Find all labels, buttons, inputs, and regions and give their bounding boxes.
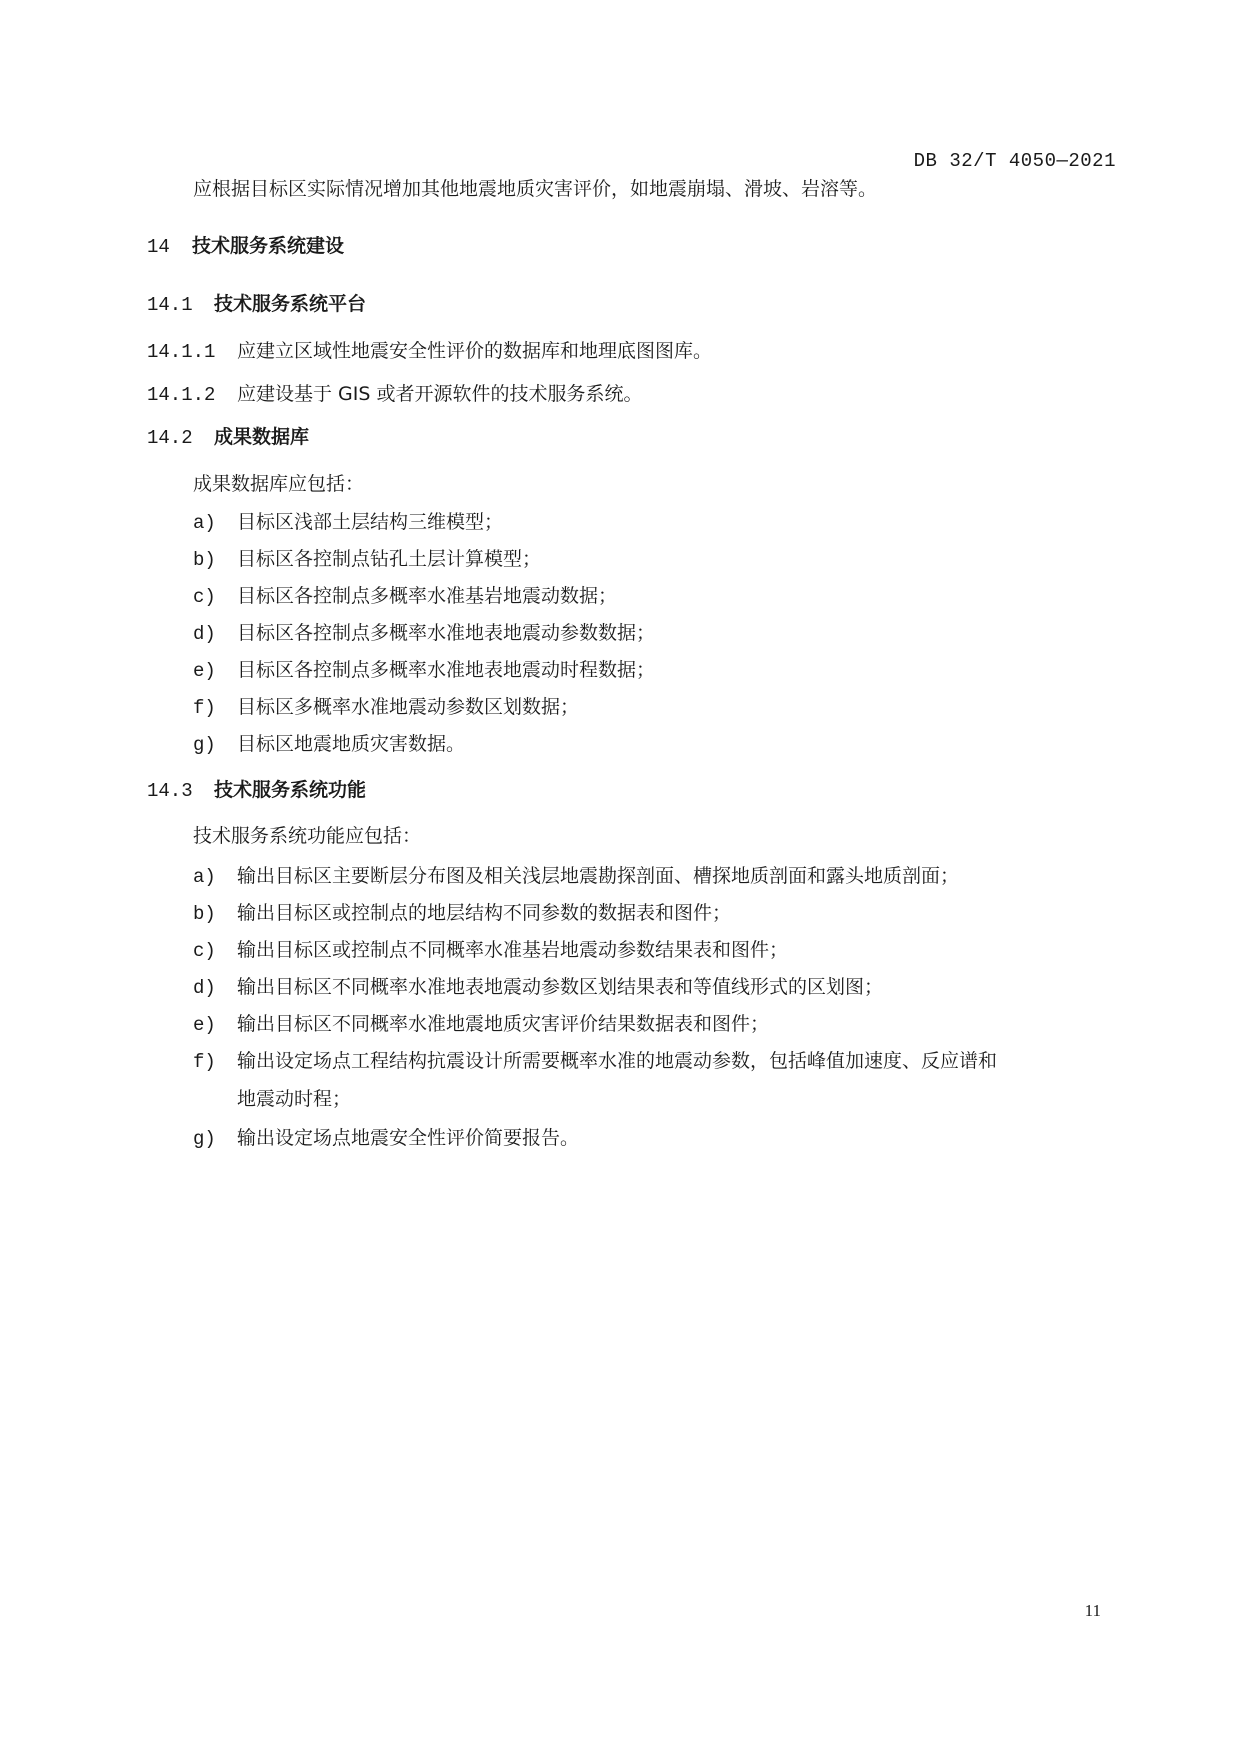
list-item-text: 输出目标区或控制点不同概率水准基岩地震动参数结果表和图件； (237, 939, 789, 961)
list-item-text: 目标区地震地质灾害数据。 (237, 733, 466, 755)
list-item (193, 973, 883, 1002)
section-number: 14.3 (147, 780, 193, 802)
list-item (193, 545, 541, 574)
list-item-text: 输出设定场点工程结构抗震设计所需要概率水准的地震动参数，包括峰值加速度、反应谱和 (237, 1050, 998, 1072)
list-marker: c) (193, 940, 216, 962)
list-item (193, 1010, 769, 1039)
list-marker: g) (193, 734, 216, 756)
list-marker: b) (193, 549, 216, 571)
list-item (193, 730, 465, 759)
list-item-continuation: 地震动时程； (237, 1088, 352, 1110)
page-number: 11 (1084, 1601, 1101, 1620)
list-item-text: 目标区各控制点多概率水准地表地震动时程数据； (237, 659, 656, 681)
clause-number: 14.1.2 (147, 384, 216, 406)
list-item-text: 目标区多概率水准地震动参数区划数据； (237, 696, 580, 718)
list-item-text: 输出目标区主要断层分布图及相关浅层地震勘探剖面、槽探地质剖面和露头地质剖面； (237, 865, 960, 887)
list-marker: a) (193, 512, 216, 534)
section-14-2-heading (147, 423, 309, 452)
clause-14-1-2 (147, 380, 642, 409)
list-item (193, 1124, 579, 1153)
section-title: 技术服务系统建设 (192, 235, 345, 257)
clause-text: 应建设基于 GIS 或者开源软件的技术服务系统。 (237, 383, 643, 405)
clause-number: 14.1.1 (147, 341, 216, 363)
section-14-heading (147, 232, 344, 261)
section-number: 14 (147, 236, 170, 258)
list-item-text: 输出目标区或控制点的地层结构不同参数的数据表和图件； (237, 902, 732, 924)
intro-paragraph: 应根据目标区实际情况增加其他地震地质灾害评价，如地震崩塌、滑坡、岩溶等。 (193, 178, 878, 200)
section-14-3-heading (147, 776, 366, 805)
list-marker: b) (193, 903, 216, 925)
list-marker: d) (193, 623, 216, 645)
database-lead: 成果数据库应包括： (193, 473, 365, 495)
list-item (193, 508, 503, 537)
section-title: 技术服务系统功能 (214, 779, 367, 801)
section-title: 技术服务系统平台 (214, 293, 367, 315)
section-number: 14.2 (147, 427, 193, 449)
functions-lead: 技术服务系统功能应包括： (193, 825, 422, 847)
list-item-text: 目标区各控制点钻孔土层计算模型； (237, 548, 542, 570)
list-item (193, 1047, 997, 1076)
list-marker: f) (193, 1051, 216, 1073)
list-item (193, 656, 655, 685)
section-number: 14.1 (147, 294, 193, 316)
list-item (193, 862, 959, 891)
list-marker: a) (193, 866, 216, 888)
section-14-1-heading (147, 290, 366, 319)
clause-14-1-1 (147, 337, 712, 366)
list-marker: e) (193, 660, 216, 682)
list-item (193, 936, 788, 965)
list-marker: e) (193, 1014, 216, 1036)
standard-code: DB 32/T 4050—2021 (913, 150, 1116, 172)
list-item-text: 输出目标区不同概率水准地震地质灾害评价结果数据表和图件； (237, 1013, 770, 1035)
list-marker: g) (193, 1128, 216, 1150)
list-item (193, 899, 731, 928)
list-item (193, 693, 579, 722)
clause-text: 应建立区域性地震安全性评价的数据库和地理底图图库。 (237, 340, 713, 362)
list-item-text: 目标区各控制点多概率水准基岩地震动数据； (237, 585, 618, 607)
list-marker: d) (193, 977, 216, 999)
list-marker: f) (193, 697, 216, 719)
list-item-text: 输出设定场点地震安全性评价简要报告。 (237, 1127, 580, 1149)
list-item (193, 582, 617, 611)
section-title: 成果数据库 (214, 426, 310, 448)
list-item-text: 目标区浅部土层结构三维模型； (237, 511, 504, 533)
list-item (193, 619, 655, 648)
list-item-text: 目标区各控制点多概率水准地表地震动参数数据； (237, 622, 656, 644)
list-item-text: 输出目标区不同概率水准地表地震动参数区划结果表和等值线形式的区划图； (237, 976, 884, 998)
list-marker: c) (193, 586, 216, 608)
